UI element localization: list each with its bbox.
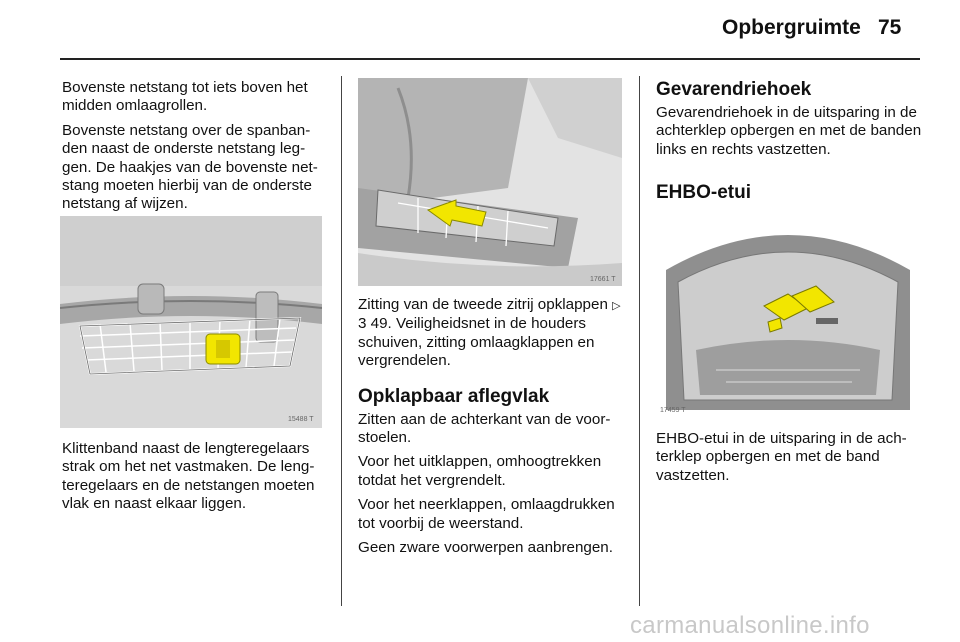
paragraph: Gevarendriehoek in de uitsparing in de achterklep opbergen en met de banden links en rechts vastzetten. xyxy=(656,104,922,158)
paragraph-text: 3 49. Veiligheidsnet in de houders schuiven, zitting omlaagklappen en vergrendelen. xyxy=(358,315,595,370)
watermark: carmanualsonline.info xyxy=(630,612,870,639)
figure-code: 17661 T xyxy=(590,276,616,283)
column-1 xyxy=(62,79,328,220)
figure-seat-illustration xyxy=(358,78,622,286)
paragraph: Klittenband naast de lengteregelaars strak om het net vastmaken. De lengteregelaars en de netstangen moeten vlak en naast elkaar liggen. xyxy=(62,440,315,513)
cross-reference-arrow-icon: ▷ xyxy=(612,300,621,312)
paragraph: Geen zware voorwerpen aanbrengen. xyxy=(358,539,613,557)
column-divider-1 xyxy=(341,76,342,606)
page-number: 75 xyxy=(878,16,902,39)
figure-code: 15488 T xyxy=(288,416,314,423)
header-rule xyxy=(60,58,920,60)
paragraph: Bovenste netstang over de spanbanden naast de onderste netstang leggen. De haakjes van de bovenste netstang moeten hierbij van de onderste netstang af wijzen. xyxy=(62,121,318,213)
column-3-lower xyxy=(656,430,922,491)
column-1-lower xyxy=(62,440,328,520)
paragraph: Zitten aan de achterkant van de voorstoelen. xyxy=(358,410,611,447)
paragraph: Voor het uitklappen, omhoogtrekken totdat het vergrendelt. xyxy=(358,453,602,489)
page-header-title: Opbergruimte xyxy=(722,16,861,39)
column-2 xyxy=(358,296,628,563)
section-heading: Gevarendriehoek xyxy=(656,79,812,100)
paragraph: Voor het neerklappen, omlaagdrukken tot voorbij de weerstand. xyxy=(358,496,615,532)
section-heading: Opklapbaar aflegvlak xyxy=(358,385,550,407)
section-heading: EHBO-etui xyxy=(656,182,751,204)
figure-tailgate-illustration xyxy=(656,210,920,420)
paragraph-text: Zitting van de tweede zitrij opklappen xyxy=(358,296,608,313)
column-divider-2 xyxy=(639,76,640,606)
paragraph: EHBO-etui in de uitsparing in de achterklep opbergen en met de band vastzetten. xyxy=(656,430,907,484)
paragraph: Bovenste netstang tot iets boven het midden omlaagrollen. xyxy=(62,79,308,115)
paragraph xyxy=(358,296,628,371)
column-3 xyxy=(656,78,922,205)
figure-net-illustration xyxy=(60,216,322,428)
figure-code: 17459 T xyxy=(660,407,686,414)
